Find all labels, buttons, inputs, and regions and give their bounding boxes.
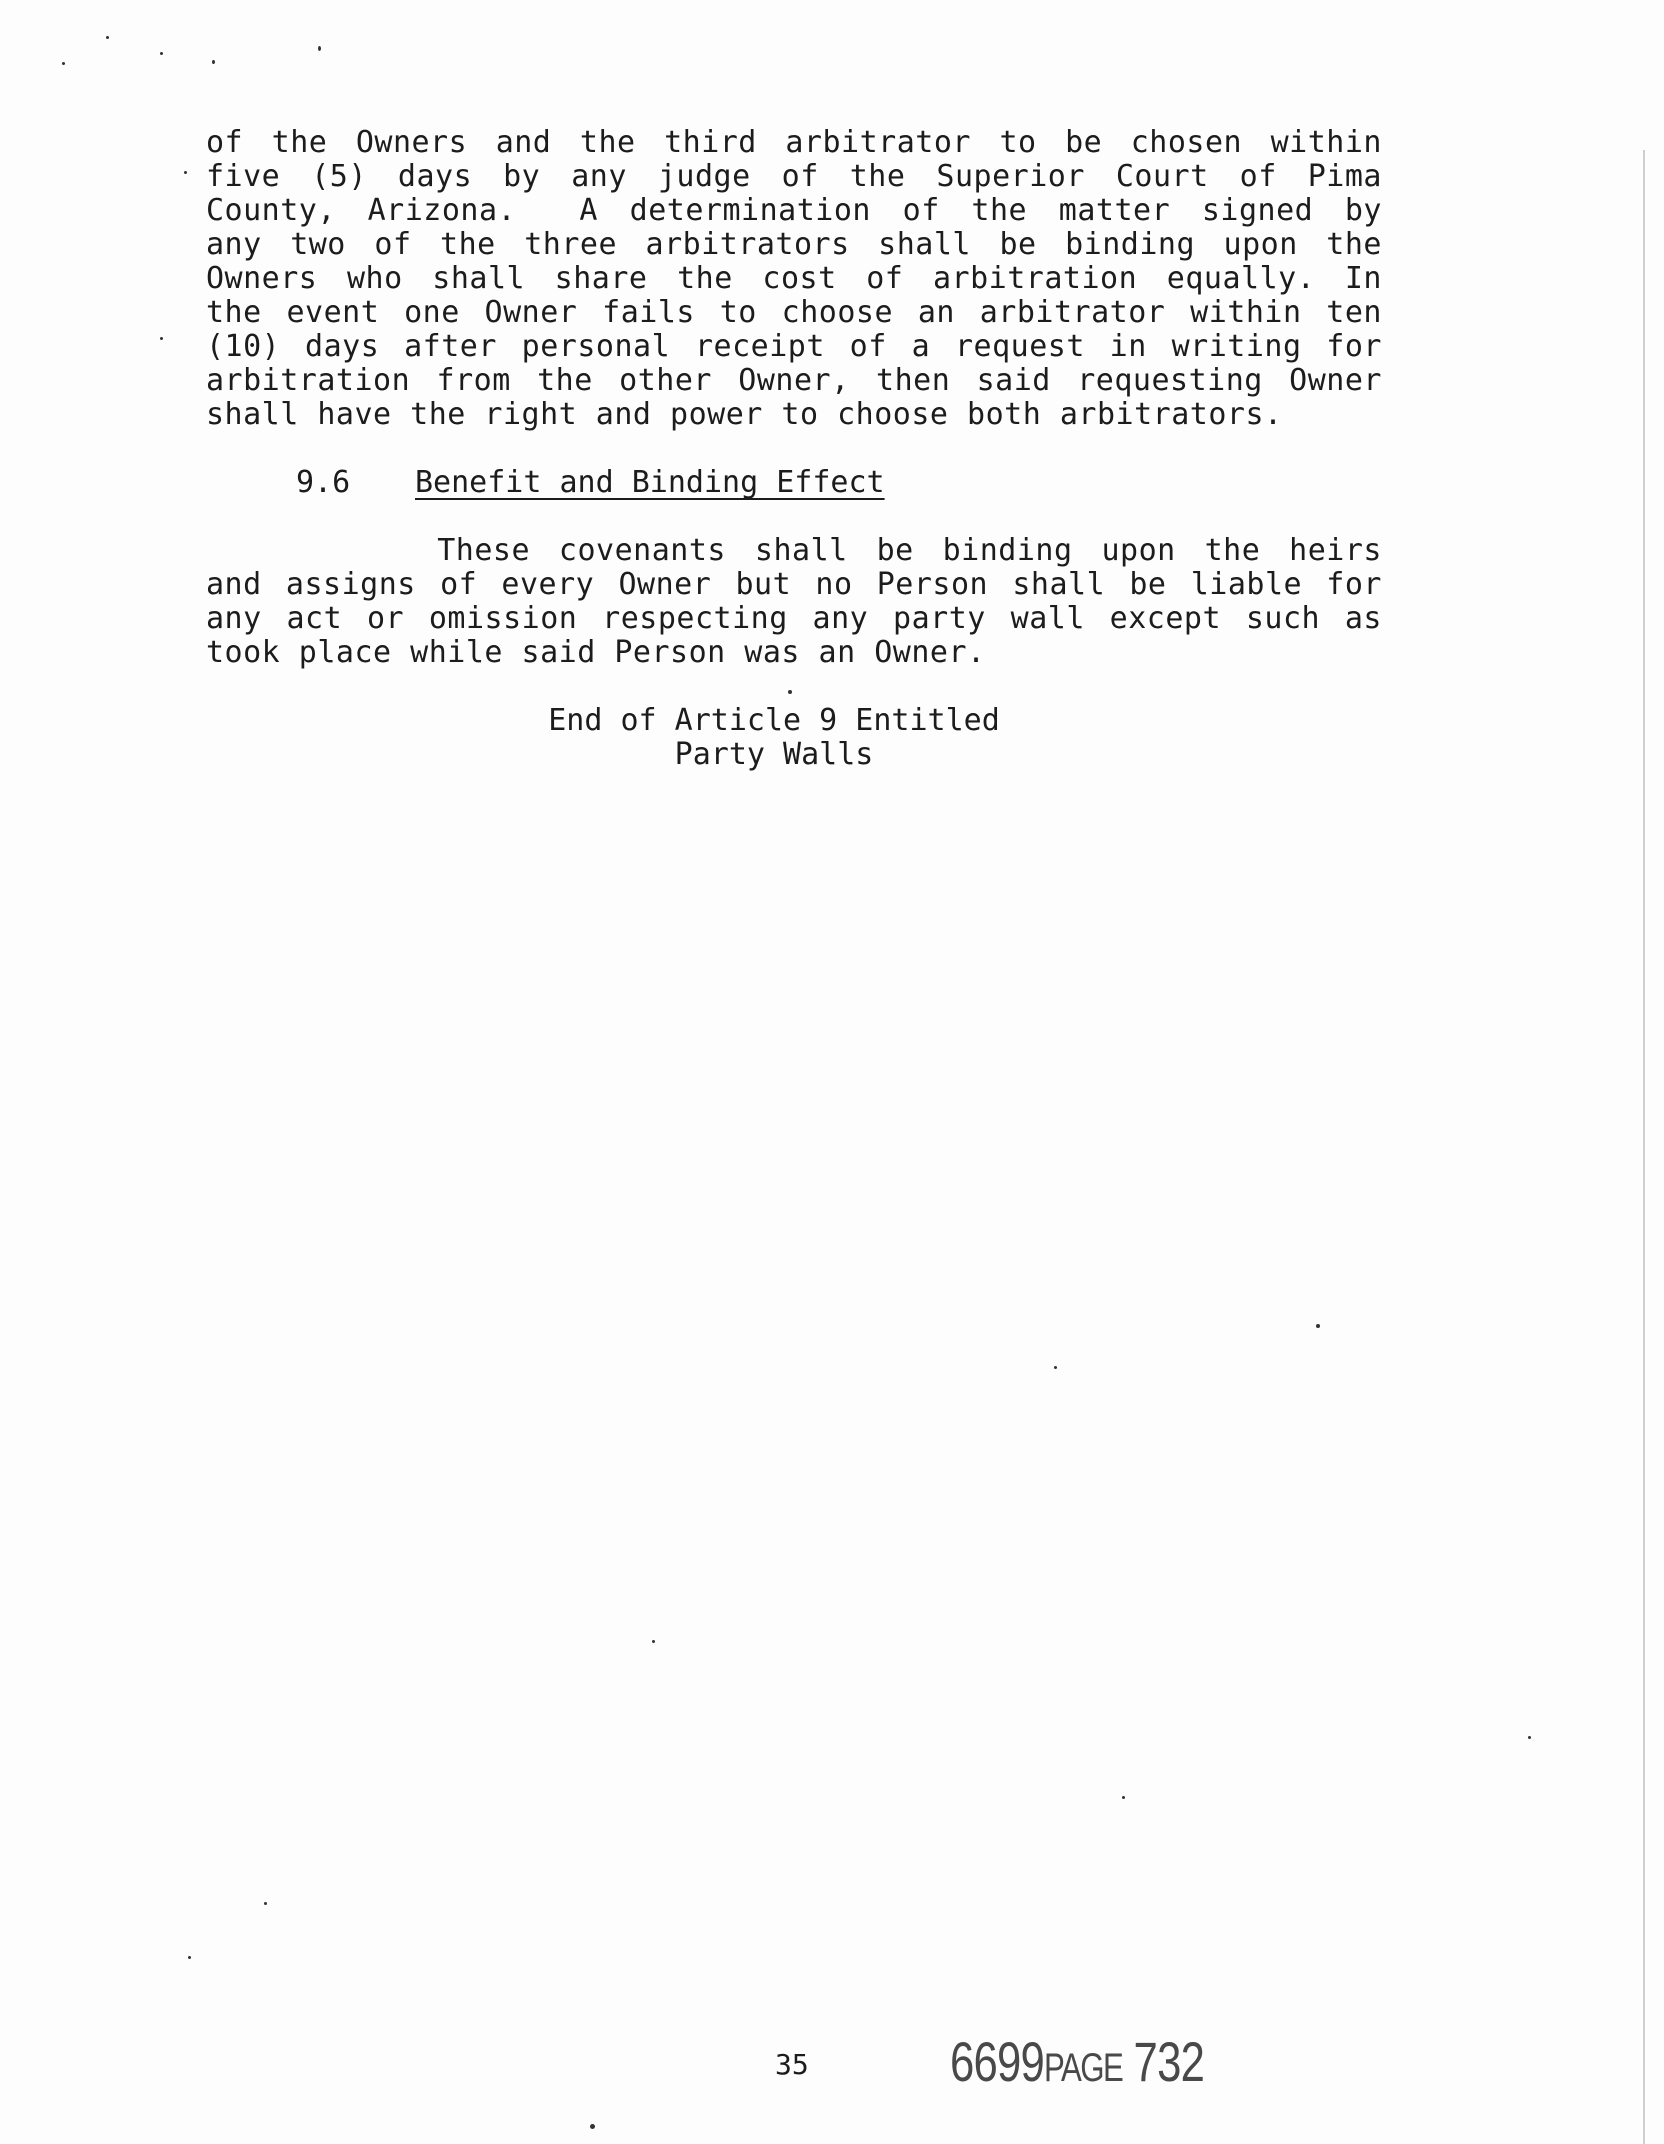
scan-speck <box>1054 1366 1057 1369</box>
scan-speck <box>1122 1796 1125 1799</box>
closing-line-1: End of Article 9 Entitled <box>548 703 1000 738</box>
paragraph-line: Owners who shall share the cost of arbitration equally. In <box>206 261 1382 296</box>
scan-speck <box>264 1902 267 1905</box>
page-number: 35 <box>775 2048 809 2081</box>
scan-speck <box>590 2124 595 2129</box>
section-title: Benefit and Binding Effect <box>415 465 885 500</box>
scan-speck <box>1528 1736 1531 1739</box>
scan-speck <box>184 171 187 174</box>
stamp-page-word: PAGE <box>1044 2046 1123 2090</box>
scan-speck <box>1316 1324 1320 1328</box>
paragraph-line: took place while said Person was an Owner. <box>206 635 986 670</box>
scan-speck <box>652 1640 655 1643</box>
scan-speck <box>318 46 321 51</box>
paragraph-line: (10) days after personal receipt of a request in writing for <box>206 329 1382 364</box>
paragraph-line: These covenants shall be binding upon the heirs <box>206 533 1382 568</box>
recorder-stamp <box>950 2030 1205 2096</box>
closing-line-2: Party Walls <box>674 737 874 772</box>
paragraph-line: and assigns of every Owner but no Person shall be liable for <box>206 567 1382 602</box>
paragraph-line: arbitration from the other Owner, then said requesting Owner <box>206 363 1382 398</box>
scan-speck <box>160 337 163 340</box>
scan-speck <box>62 62 65 65</box>
scan-speck <box>188 1956 191 1959</box>
paragraph-line: the event one Owner fails to choose an arbitrator within ten <box>206 295 1382 330</box>
paragraph-line: any two of the three arbitrators shall be binding upon the <box>206 227 1382 262</box>
scan-edge-line <box>1643 150 1645 2144</box>
scan-speck <box>788 690 792 694</box>
scan-speck <box>106 36 109 39</box>
paragraph-line: five (5) days by any judge of the Superior Court of Pima <box>206 159 1382 194</box>
paragraph-line: of the Owners and the third arbitrator to be chosen within <box>206 125 1382 160</box>
stamp-docket: 6699 <box>950 2030 1045 2093</box>
paragraph-line: County, Arizona. A determination of the matter signed by <box>206 193 1382 228</box>
scan-speck <box>160 52 163 55</box>
stamp-page: 732 <box>1133 2030 1205 2093</box>
scan-speck <box>212 60 215 64</box>
paragraph-line: shall have the right and power to choose both arbitrators. <box>206 397 1283 432</box>
section-number: 9.6 <box>296 465 351 500</box>
paragraph-line: any act or omission respecting any party wall except such as <box>206 601 1382 636</box>
